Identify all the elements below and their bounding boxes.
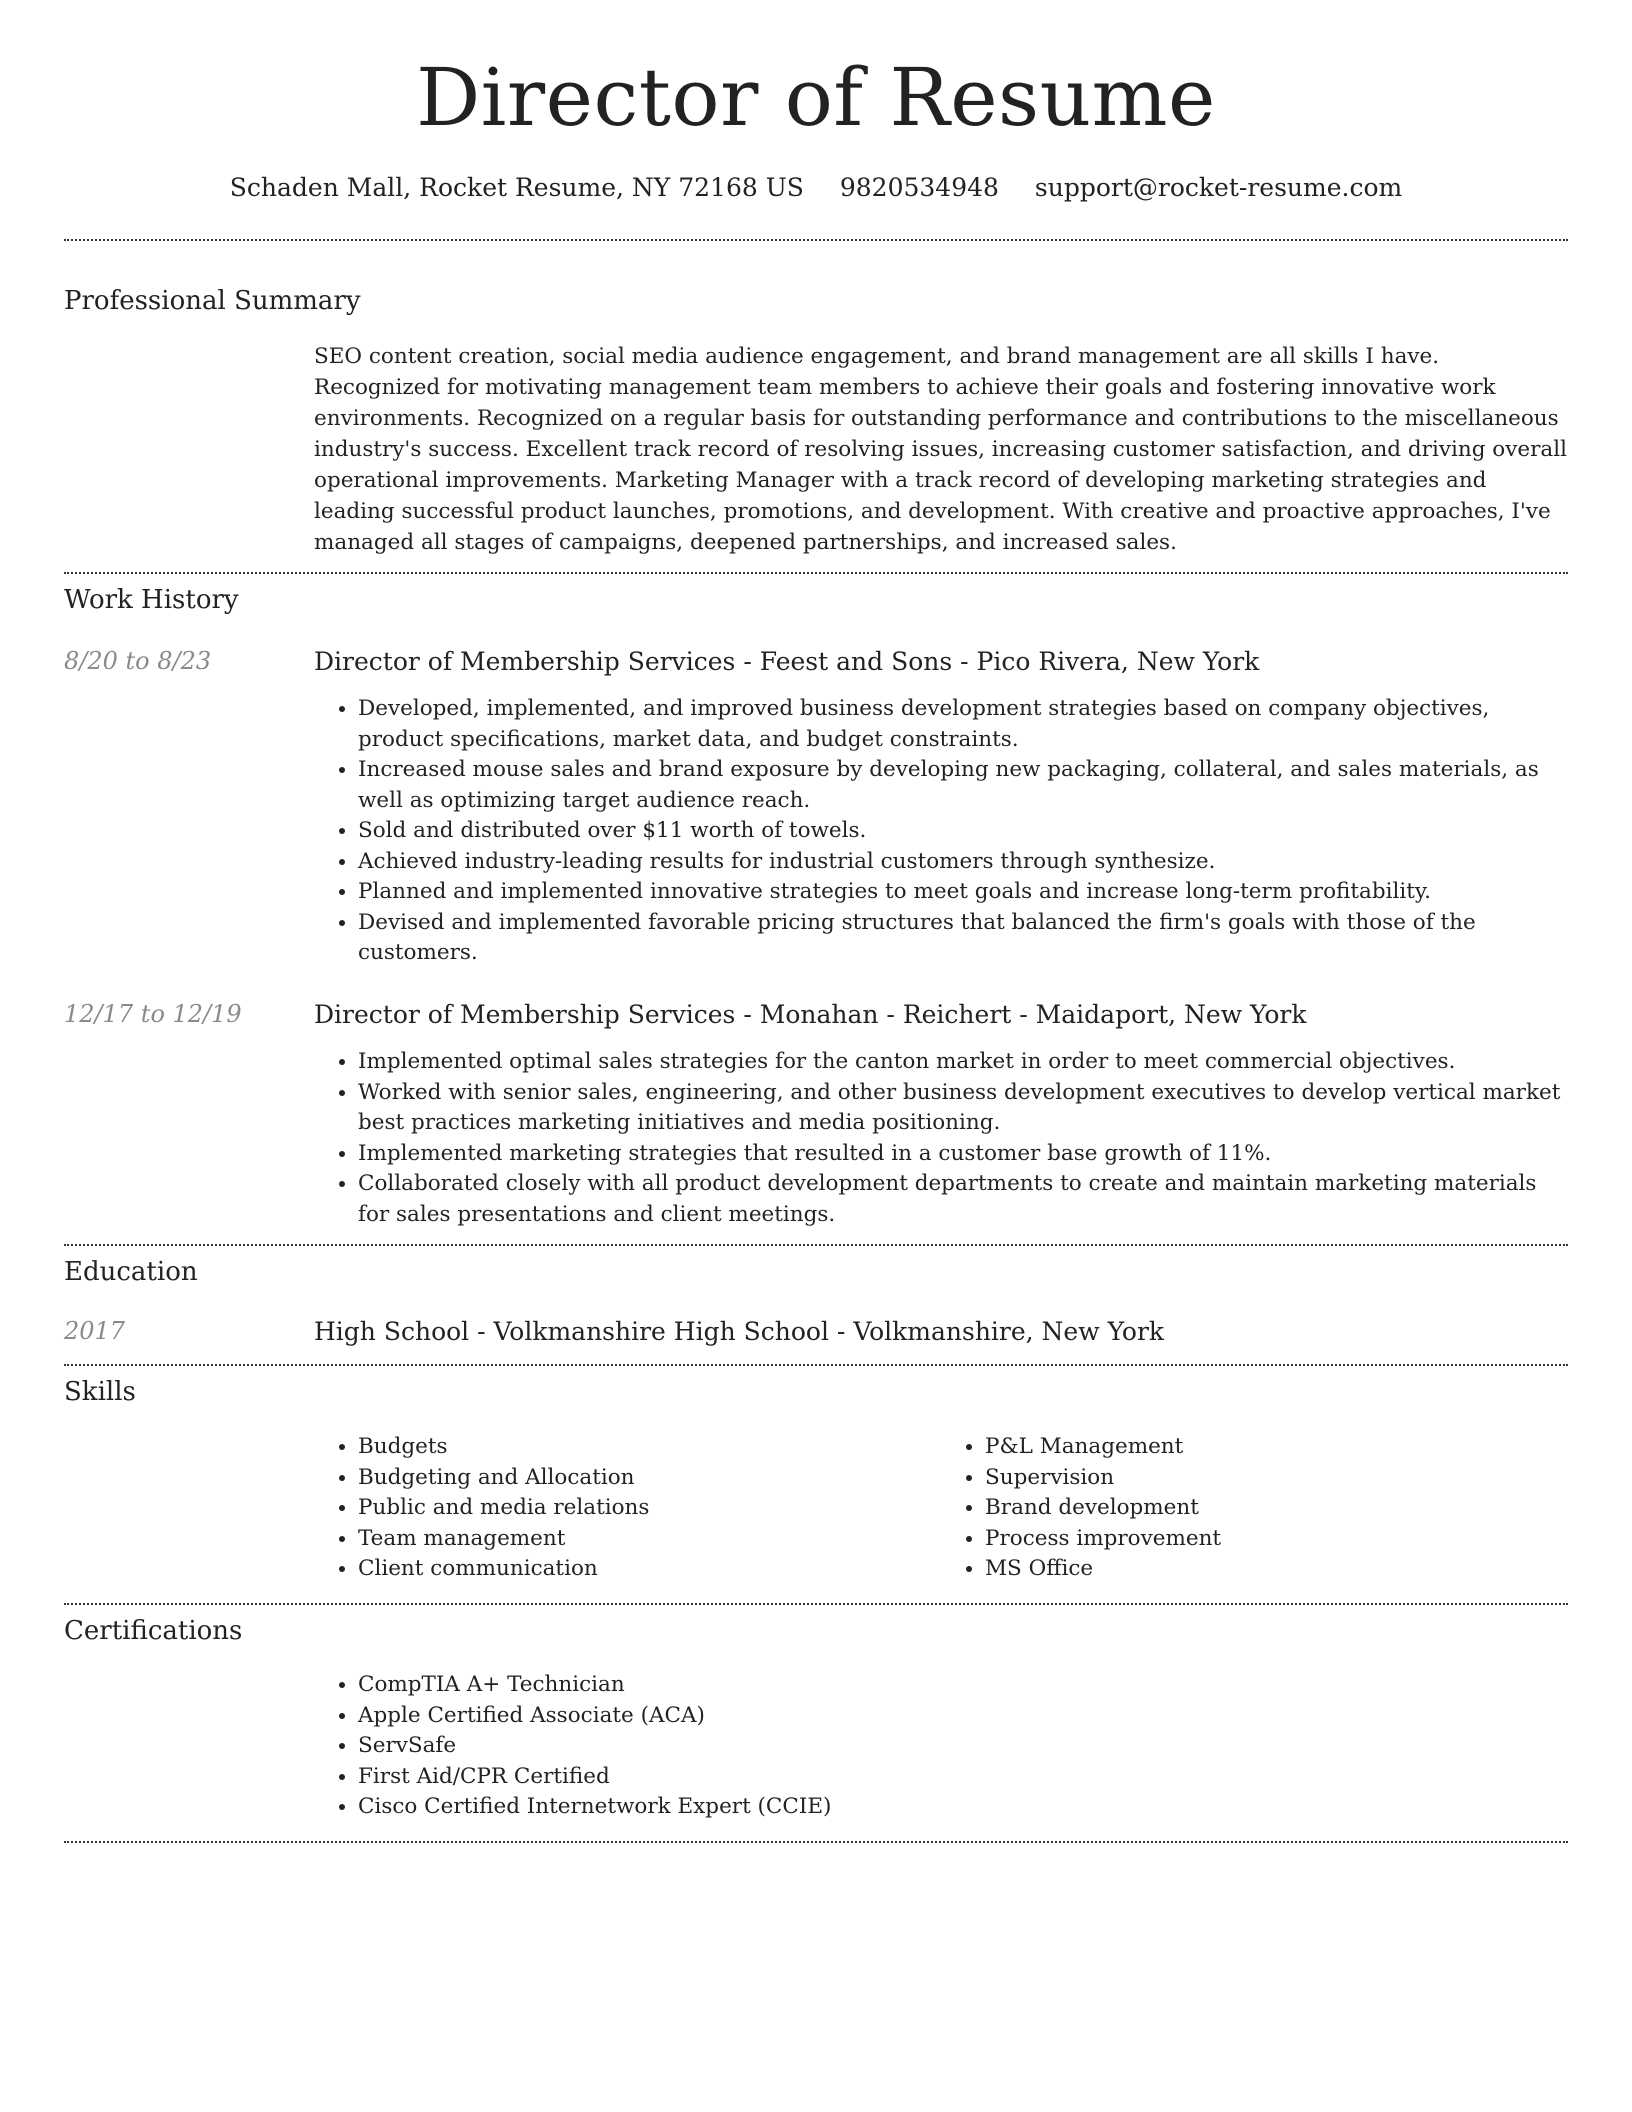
- job-bullet: • Planned and implemented innovative strategies to meet goals and increase long-term profitability.: [358, 877, 1568, 908]
- job-bullet: • Worked with senior sales, engineering, and other business development executives to develop vertical market best practices marketing initiatives and media positioning.: [358, 1078, 1568, 1139]
- certification-item: • Cisco Certified Internetwork Expert (CCIE): [358, 1792, 1568, 1823]
- skill-item: • Process improvement: [985, 1524, 1568, 1555]
- certification-item: • ServSafe: [358, 1731, 1568, 1762]
- job-entry: [64, 999, 1568, 1231]
- candidate-name: Director of Resume: [416, 51, 1216, 144]
- section-divider: [64, 1841, 1568, 1843]
- professional-summary-section: [64, 241, 1568, 572]
- job-heading: Director of Membership Services - Feest and Sons - Pico Rivera, New York: [314, 646, 1260, 676]
- job-heading: Director of Membership Services - Monahan - Reichert - Maidaport, New York: [314, 999, 1307, 1029]
- education-date: 2017: [64, 1316, 126, 1345]
- certification-item: • CompTIA A+ Technician: [358, 1670, 1568, 1701]
- skill-item: • Brand development: [985, 1493, 1568, 1524]
- section-title-skills: Skills: [64, 1377, 136, 1408]
- certification-item: • First Aid/CPR Certified: [358, 1762, 1568, 1793]
- contact-phone: 9820534948: [839, 173, 999, 202]
- job-date: 8/20 to 8/23: [64, 646, 212, 675]
- job-bullet: • Developed, implemented, and improved business development strategies based on company objectives, product specifications, market data, and budget constraints.: [358, 694, 1568, 755]
- skill-item: • Budgeting and Allocation: [358, 1463, 941, 1494]
- contact-address: Schaden Mall, Rocket Resume, NY 72168 US: [229, 173, 804, 202]
- job-bullet: • Implemented optimal sales strategies for the canton market in order to meet commercial objectives.: [358, 1047, 1568, 1078]
- job-bullets: [314, 694, 1568, 969]
- contact-email: support@rocket-resume.com: [1034, 173, 1403, 202]
- skill-item: • Supervision: [985, 1463, 1568, 1494]
- skill-item: • Budgets: [358, 1432, 941, 1463]
- skill-item: • Client communication: [358, 1554, 941, 1585]
- skills-list-right: [941, 1432, 1568, 1585]
- job-bullet: • Implemented marketing strategies that resulted in a customer base growth of 11%.: [358, 1139, 1568, 1170]
- skills-section: [64, 1366, 1568, 1602]
- education-section: [64, 1246, 1568, 1364]
- section-title-education: Education: [64, 1257, 198, 1288]
- certification-item: • Apple Certified Associate (ACA): [358, 1701, 1568, 1732]
- section-title-summary: Professional Summary: [64, 286, 361, 316]
- job-bullets: [314, 1047, 1568, 1230]
- job-bullet: • Sold and distributed over $11 worth of towels.: [358, 816, 1568, 847]
- skill-item: • MS Office: [985, 1554, 1568, 1585]
- certifications-list: [314, 1670, 1568, 1823]
- resume-header: [64, 0, 1568, 205]
- job-bullet: • Achieved industry-leading results for industrial customers through synthesize.: [358, 847, 1568, 878]
- job-bullet: • Increased mouse sales and brand exposure by developing new packaging, collateral, and sales materials, as well as optimizing target audience reach.: [358, 755, 1568, 816]
- job-bullet: • Collaborated closely with all product development departments to create and maintain marketing materials for sales presentations and client meetings.: [358, 1169, 1568, 1230]
- skills-list-left: [314, 1432, 941, 1585]
- contact-line: [64, 170, 1568, 205]
- job-date: 12/17 to 12/19: [64, 999, 242, 1028]
- job-entry: [64, 646, 1568, 969]
- skill-item: • Team management: [358, 1524, 941, 1555]
- section-title-certifications: Certifications: [64, 1615, 243, 1646]
- job-bullet: • Devised and implemented favorable pricing structures that balanced the firm's goals with those of the customers.: [358, 908, 1568, 969]
- certifications-section: [64, 1605, 1568, 1841]
- education-heading: High School - Volkmanshire High School - Volkmanshire, New York: [314, 1316, 1165, 1346]
- summary-text: SEO content creation, social media audience engagement, and brand management are all skills I have. Recognized for motivating management team members to achieve their goals and fostering innovative work environments. Recognized on a regular basis for outstanding performance and contributions to the miscellaneous industry's success. Excellent track record of resolving issues, increasing customer satisfaction, and driving overall operational improvements. Marketing Manager with a track record of developing marketing strategies and leading successful product launches, promotions, and development. With creative and proactive approaches, I've managed all stages of campaigns, deepened partnerships, and increased sales.: [314, 343, 1567, 555]
- section-title-work: Work History: [64, 584, 239, 615]
- skill-item: • P&L Management: [985, 1432, 1568, 1463]
- work-history-section: [64, 574, 1568, 1244]
- skill-item: • Public and media relations: [358, 1493, 941, 1524]
